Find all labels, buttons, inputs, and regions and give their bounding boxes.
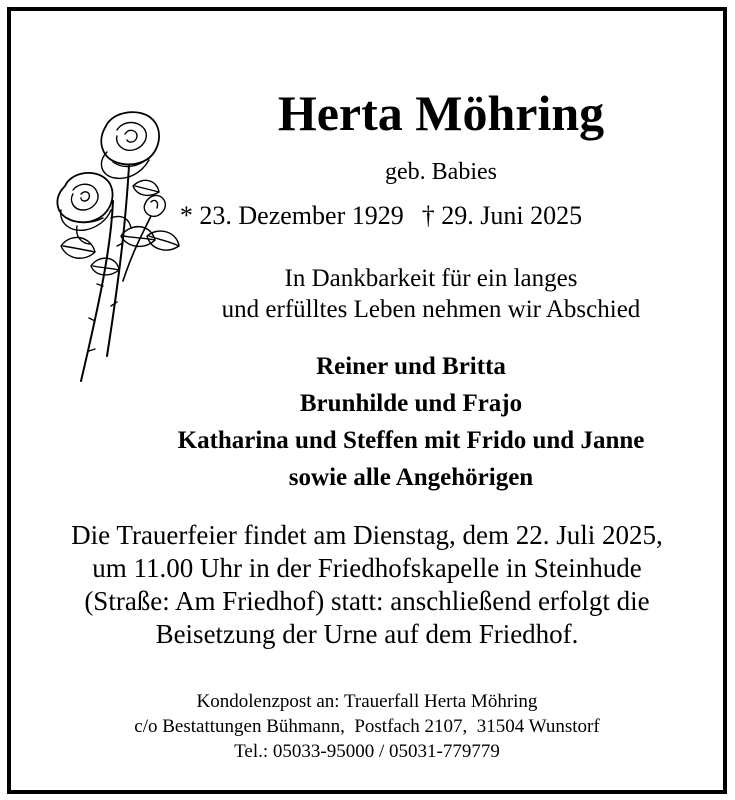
birth-name: geb. Babies [385,159,497,185]
thanks-message [151,263,711,325]
thanks-line: und erfülltes Leben nehmen wir Abschied [221,296,641,323]
thanks-line: In Dankbarkeit für ein langes [284,265,578,292]
ceremony-line: Beisetzung der Urne auf dem Friedhof. [155,619,579,649]
birth-date: * 23. Dezember 1929 [179,201,404,230]
rose-illustration-icon [51,106,186,386]
contact-line: Tel.: 05033-95000 / 05031-779779 [234,741,500,762]
deceased-name: Herta Möhring [277,85,605,141]
contact-line: Kondolenzpost an: Trauerfall Herta Möhring [196,691,538,712]
ceremony-line: um 11.00 Uhr in der Friedhofskapelle in Steinhude [92,553,642,583]
mourner-line: sowie alle Angehörigen [288,464,534,491]
mourner-line: Brunhilde und Frajo [299,390,523,417]
mourner-line: Katharina und Steffen mit Frido und Janne [177,427,645,454]
ceremony-info [11,519,723,651]
mourners-list [111,348,711,496]
obituary-notice [7,7,727,794]
ceremony-line: (Straße: Am Friedhof) statt: anschließend erfolgt die [84,586,650,616]
condolence-contact [11,689,723,764]
ceremony-line: Die Trauerfeier findet am Dienstag, dem 22. Juli 2025, [71,520,663,550]
death-date: † 29. Juni 2025 [421,201,583,230]
life-dates [171,200,591,232]
contact-line: c/o Bestattungen Bühmann, Postfach 2107, 31504 Wunstorf [134,716,600,737]
mourner-line: Reiner und Britta [316,353,506,380]
